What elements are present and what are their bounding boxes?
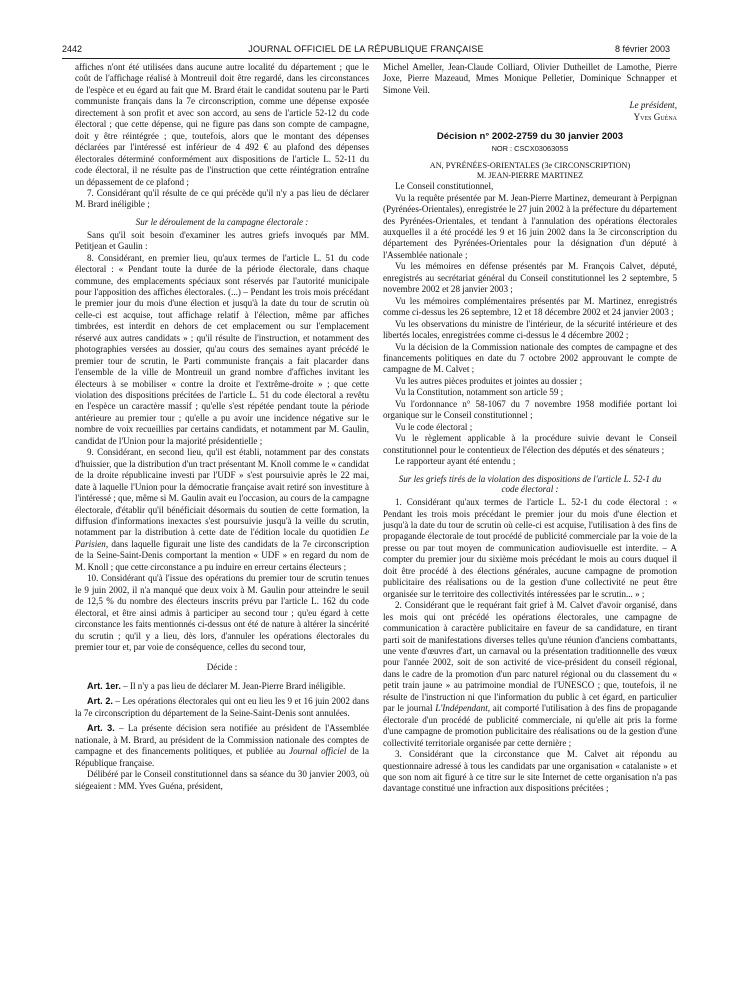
right-column (383, 62, 677, 795)
paragraph: Vu l'ordonnance n° 58-1067 du 7 novembre 1958 modifiée portant loi organique sur le Conseil constitutionnel ; (383, 398, 677, 421)
paragraph: Vu les autres pièces produites et jointes au dossier ; (395, 375, 583, 386)
publication-date: 8 février 2003 (614, 44, 670, 54)
journal-title: JOURNAL OFFICIEL DE LA RÉPUBLIQUE FRANÇAISE (248, 44, 484, 54)
article-label: Art. 3. (87, 723, 115, 734)
paragraph (383, 600, 677, 749)
paragraph: Vu le règlement applicable à la procédure suivie devant le Conseil constitutionnel pour le contentieux de l'élection des députés et des sénateurs ; (383, 433, 677, 455)
article-text: de la République française. (75, 746, 369, 768)
left-column (75, 62, 369, 792)
text-run: 9. Considérant, en second lieu, qu'il est établi, notamment par des constats d'huissier, que la distribution d'un tract présentant M. Knoll comme le « candidat de la droite républicaine investi par l'UDF » s'est poursuivie après le 22 mai, date à laquelle l'Union pour la démocratie française avait retiré son investiture à l'intéressé ; que, même si M. Gaulin avait eu l'occasion, au cours de la campagne électorale, d'établir qu'il bénéficiait désormais du soutien de cette formation, la diffusion d'informations inexactes s'est poursuivie jusqu'à la veille du scrutin, notamment par la distribution à cette date de l'édition locale du quotidien (75, 447, 369, 538)
paragraph: Vu les observations du ministre de l'intérieur, de la sécurité intérieure et des libertés locales, enregistrées comme ci-dessus le 4 décembre 2002 ; (383, 318, 677, 341)
paragraph (75, 447, 369, 573)
section-heading: Sur le déroulement de la campagne électorale : (135, 216, 309, 227)
article-text: – La présente décision sera notifiée au président de l'Assemblée nationale, à M. Brard, au président de la Commission nationale des comptes de campagne et des financements politiques, et publiée au (75, 723, 370, 757)
closing-paragraph: Délibéré par le Conseil constitutionnel dans sa séance du 30 janvier 2003, où siégeaient : MM. Yves Guéna, président, (75, 769, 369, 791)
members-list: Michel Ameller, Jean-Claude Colliard, Olivier Dutheillet de Lamothe, Pierre Joxe, Pierre Mazeaud, Mmes Monique Pelletier, Dominique Schnapper et Simone Veil. (383, 62, 677, 95)
article-1 (75, 681, 369, 692)
circonscription-line: AN, PYRÉNÉES-ORIENTALES (3e CIRCONSCRIPTION) (429, 161, 631, 171)
paragraph: Vu la requête présentée par M. Jean-Pierre Martinez, demeurant à Perpignan (Pyrénées-Orientales), enregistrée le 27 juin 2002 à la préfecture du département des Pyrénées-Orientales, et tendant à l'annulation des opérations électorales auxquelles il a été procédé les 9 et 16 juin 2002 dans la 3e circonscription du département des Pyrénées-Orientales pour la désignation d'un député à l'Assemblée nationale ; (383, 192, 677, 260)
paragraph: 8. Considérant, en premier lieu, qu'aux termes de l'article L. 51 du code électoral : « Pendant toute la durée de la période électorale, dans chaque commune, des emplacements spéciaux sont réservés par l'autorité municipale pour l'apposition des affiches électorales. (...) – Pendant les trois mois précédant le premier jour du mois d'une élection et jusqu'à la date du tour de scrutin où celle-ci est acquise, tout affichage relatif à l'élection, même par affiches timbrées, est interdit en dehors de cet emplacement ou sur l'emplacement réservé aux autres candidats » ; qu'il résulte de l'instruction, et notamment des photographies versées au dossier, qu'au cours des semaines ayant précédé le premier tour de scrutin, le Parti communiste français a fait placarder dans l'ensemble de la ville de Montreuil un grand nombre d'affiches invitant les électeurs à se mobiliser « contre la droite et l'extrême-droite » ; que cette violation des dispositions précitées de l'article L. 51 du code électoral a revêtu en l'espèce un caractère massif ; qu'elle s'est répétée pendant toute la période antérieure au premier tour ; qu'elle a pu avoir une incidence négative sur le nombre de voix recueillies par certains candidats, et notamment par M. Gaulin, candidat de l'Union pour la majorité présidentielle ; (75, 252, 369, 446)
article-text: – Il n'y a pas lieu de déclarer M. Jean-Pierre Brard inéligible. (120, 680, 346, 691)
signature-role: Le président, (629, 100, 677, 111)
header-rule (62, 58, 670, 59)
decision-title: Décision n° 2002-2759 du 30 janvier 2003 (436, 131, 624, 143)
decide-heading: Décide : (206, 662, 238, 673)
paragraph: Le rapporteur ayant été entendu ; (395, 456, 516, 467)
page-header (62, 44, 670, 58)
article-2 (75, 696, 369, 719)
paragraph: affiches n'ont été utilisées dans aucune autre localité du département ; que le coût de l'affichage réalisé à Montreuil doit être regardé, dans les circonstances de l'espèce et eu égard au fait que M. Brard était le candidat soutenu par le Parti communiste français dans la 7e circonscription, comme une dépense exposée directement à son profit et avec son accord, au sens de l'article 52-12 du code électoral ; que cette dépense, qui ne figure pas dans son compte de campagne, doit y être réintégrée ; que, toutefois, alors que le montant des dépenses déclarées par l'intéressé est inférieur de 4 492 € au plafond des dépenses électorales déterminé conformément aux dispositions de l'article L. 52-11 du code électoral, il ne résulte pas de l'instruction que cette réintégration entraîne un dépassement de ce plafond ; (75, 62, 369, 187)
paragraph: 7. Considérant qu'il résulte de ce qui précède qu'il n'y a pas lieu de déclarer M. Brard inéligible ; (75, 187, 369, 210)
article-3 (75, 723, 369, 769)
nor-reference: NOR : CSCX0306305S (491, 143, 569, 153)
paragraph: Vu le code électoral ; (395, 421, 473, 432)
paragraph: 3. Considérant que la circonstance que M. Calvet ait répondu au questionnaire adressé à tous les candidats par une organisation « catalaniste » et que son nom ait figuré à ce titre sur le site Internet de cette organisation n'a pas davantage constitué une infraction aux dispositions précitées ; (383, 749, 677, 794)
signature-name: Yves Guéna (633, 111, 677, 122)
text-run: , ait comporté l'utilisation à des fins de propagande électorale d'un procédé de publicité commerciale, ni qu'elle ait pris la forme d'une campagne de promotion publicitaire des réalisations ou de la gestion d'une collectivité territoriale organisée par cette dernière ; (383, 703, 677, 748)
paragraph: 1. Considérant qu'aux termes de l'article L. 52-1 du code électoral : « Pendant les trois mois précédant le premier jour du mois d'une élection et jusqu'à la date du tour de scrutin où celle-ci est acquise, l'utilisation à des fins de propagande électorale de tout procédé de publicité commerciale par la voie de la presse ou par tout moyen de communication audiovisuelle est interdite. – A compter du premier jour du sixième mois précédant le mois au cours duquel il doit être procédé à des élections générales, aucune campagne de promotion publicitaire des réalisations ou de la gestion d'une collectivité ne peut être organisée sur le territoire des collectivités intéressées par le scrutin... » ; (383, 497, 677, 599)
article-text: – Les opérations électorales qui ont eu lieu les 9 et 16 juin 2002 dans la 7e circonscription du département de la Seine-Saint-Denis sont annulées. (75, 696, 369, 718)
text-run: , dans laquelle figurait une liste des candidats de la 7e circonscription de la Seine-Saint-Denis comportant la mention « UDF » en regard du nom de M. Knoll ; que cette circonstance a pu induire en erreur certains électeurs ; (75, 538, 369, 572)
text-run: 2. Considérant que le requérant fait grief à M. Calvet d'avoir organisé, dans les mois qui ont précédé les opérations électorales, une campagne de communication à caractère publicitaire en faveur de sa candidature, en tirant parti soit de manifestations diverses telles qu'une réunion d'anciens combattants, une vente d'œuvres d'art, un carnaval ou la présentation traditionnelle des vœux pour l'année 2002, soit de son activité de vice-président du conseil régional, dans le cadre de la promotion d'un parc naturel régional ou du classement du « petit train jaune » au patrimoine mondial de l'UNESCO ; que, toutefois, il ne résulte de l'instruction ni que l'information du public à cet égard, en particulier par le journal (383, 600, 677, 714)
paragraph: 10. Considérant qu'à l'issue des opérations du premier tour de scrutin tenues le 9 juin 2002, il n'a manqué que deux voix à M. Gaulin pour atteindre le seuil de 12,5 % du nombre des électeurs inscrits prévu par l'article L. 162 du code électoral, et être ainsi admis à participer au second tour ; qu'eu égard à cette circonstance les faits mentionnés ci-dessus ont été de nature à altérer la sincérité du scrutin ; qu'il y a lieu, dès lors, d'annuler les opérations électorales du premier tour et, par voie de conséquence, celles du second tour, (75, 573, 369, 652)
paragraph: Sans qu'il soit besoin d'examiner les autres griefs invoqués par MM. Petitjean et Gaulin : (75, 229, 369, 252)
newspaper-title: Le Parisien (75, 527, 369, 549)
section-heading: Sur les griefs tirés de la violation des dispositions de l'article L. 52-1 du code électoral : (398, 473, 662, 495)
paragraph: Vu la décision de la Commission nationale des comptes de campagne et des financements politiques en date du 7 octobre 2002 approuvant le compte de campagne de M. Calvet ; (383, 341, 677, 375)
article-label: Art. 1er. (87, 680, 121, 691)
paragraph: Vu les mémoires en défense présentés par M. François Calvet, député, enregistrés au secrétariat général du Conseil constitutionnel les 2 septembre, 5 novembre 2002 et 28 janvier 2003 ; (383, 261, 677, 295)
paragraph: Vu les mémoires complémentaires présentés par M. Martinez, enregistrés comme ci-dessus les 26 septembre, 12 et 18 décembre 2002 et 24 janvier 2003 ; (383, 295, 677, 318)
newspaper-title: L'Indépendant (435, 703, 488, 714)
candidate-line: M. JEAN-PIERRE MARTINEZ (476, 171, 584, 181)
article-label: Art. 2. (87, 696, 113, 707)
journal-reference: Journal officiel (289, 746, 347, 757)
paragraph: Vu la Constitution, notamment son article 59 ; (395, 387, 564, 398)
page-number: 2442 (62, 44, 83, 54)
paragraph: Le Conseil constitutionnel, (395, 181, 494, 192)
